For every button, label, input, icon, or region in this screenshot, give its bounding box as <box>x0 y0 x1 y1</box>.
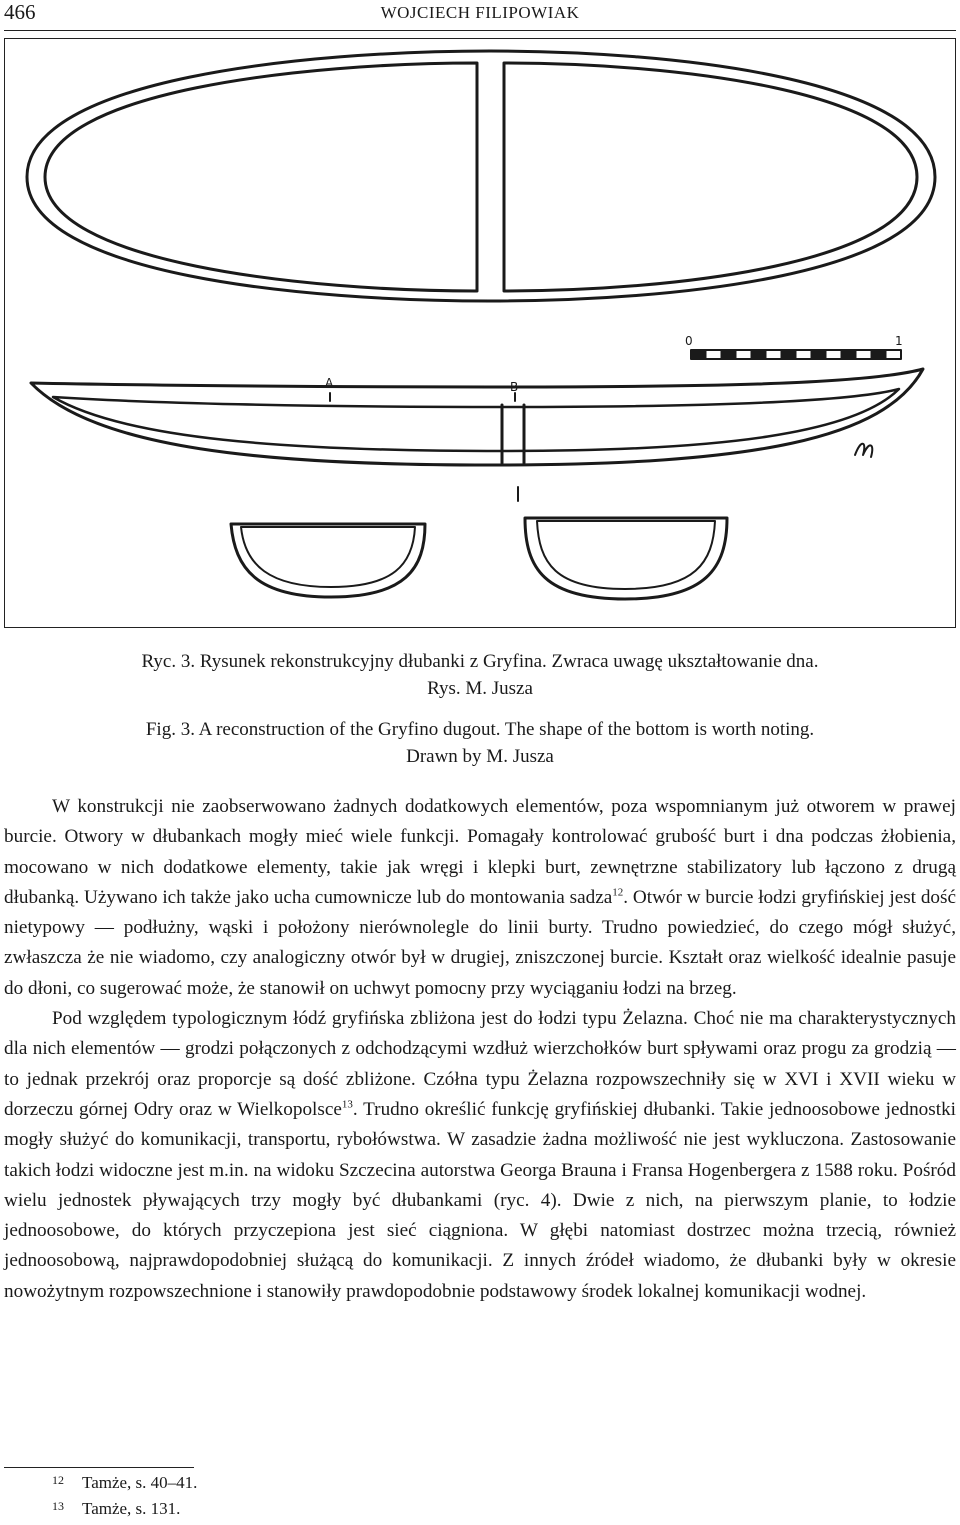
paragraph-1-part1: W konstrukcji nie zaobserwowano żadnych dodatkowych elementów, poza wspomnianym już otworem w prawej burcie. Otwory w dłubankach mogły mieć wiele funkcji. Pomagały kontrolować grubość burt i dna podczas żłobienia, mocowano w nich dodatkowe elementy, takie jak wręgi i klepki burt, zewnętrzne stabilizatory lub łączono z drugą dłubanką. Używano ich także jako ucha cumownicze lub do montowania sadza <box>4 796 956 908</box>
footnote-text: Tamże, s. 131. <box>82 1499 181 1518</box>
paragraph-1-part2: . Otwór w burcie łodzi gryfińskiej jest dość nietypowy — podłużny, wąski i położony nierównolegle do linii burty. Trudno powiedzieć, do czego mógł służyć, zwłaszcza że nie wiadomo, czy analogiczny otwór był w drugiej, zniszczonej burcie. Kształt oraz wielkość idealnie pasuje do dłoni, co sugerować może, że stanowił on uchwyt pomocny przy wyciąganiu łodzi na brzeg. <box>4 886 957 999</box>
paragraph-2 <box>4 1004 956 1307</box>
scale-label-end: 1 <box>895 334 903 348</box>
running-title: WOJCIECH FILIPOWIAK <box>380 3 580 22</box>
footnote-ref-12[interactable]: 12 <box>612 886 624 899</box>
signature <box>855 444 872 457</box>
body-text <box>4 792 956 1307</box>
footnote-13 <box>52 1499 180 1519</box>
page-number: 466 <box>4 0 36 24</box>
caption-polish-line1: Ryc. 3. Rysunek rekonstrukcyjny dłubanki z Gryfina. Zwraca uwagę ukształtowanie dna. <box>141 651 819 672</box>
footnote-text: Tamże, s. 40–41. <box>82 1473 198 1492</box>
footnote-rule <box>4 1467 194 1468</box>
footnote-ref-13[interactable]: 13 <box>341 1098 353 1111</box>
cross-section-b <box>525 518 727 599</box>
caption-english-line2: Drawn by M. Jusza <box>406 746 554 767</box>
section-label-b: B <box>510 380 519 394</box>
caption-polish <box>0 648 960 702</box>
caption-polish-line2: Rys. M. Jusza <box>427 678 533 699</box>
paragraph-1 <box>4 792 956 1004</box>
scale-label-start: 0 <box>685 334 693 348</box>
caption-english-line1: Fig. 3. A reconstruction of the Gryfino dugout. The shape of the bottom is worth noting. <box>145 719 815 740</box>
caption-english <box>0 716 960 770</box>
figure-frame <box>4 38 956 628</box>
side-profile <box>31 369 923 501</box>
header-rule <box>4 30 956 31</box>
cross-section-a <box>231 524 425 597</box>
section-label-a: A <box>325 376 334 390</box>
footnote-number: 13 <box>52 1499 64 1513</box>
page-header <box>0 0 960 32</box>
plan-view <box>27 51 935 301</box>
dugout-drawing <box>5 39 956 628</box>
scale-bar <box>691 350 901 359</box>
footnote-12 <box>52 1473 197 1493</box>
paragraph-2-part2: . Trudno określić funkcję gryfińskiej dłubanki. Takie jednoosobowe jednostki mogły służyć do komunikacji, transportu, rybołówstwa. W zasadzie żadna możliwość nie jest wykluczona. Zastosowanie takich łodzi widoczne jest m.in. na widoku Szczecina autorstwa Georga Brauna i Fransa Hogenbergera z 1588 roku. Pośród wielu jednostek pływających trzy mogły być dłubankami (ryc. 4). Dwie z nich, na pierwszym planie, to łodzie jednoosobowe, do których przyczepiona jest sieć ciągniona. W głębi natomiast dostrzec można trzecią, również jednoosobową, najprawdopodobniej służącą do komunikacji. Z innych źródeł wiadomo, że dłubanki były w okresie nowożytnym rozpowszechnione i stanowiły prawdopodobnie podstawowy środek lokalnej komunikacji wodnej. <box>4 1098 956 1302</box>
footnote-number: 12 <box>52 1473 64 1487</box>
paragraph-2-part1: Pod względem typologicznym łódź gryfińska zbliżona jest do łodzi typu Żelazna. Choć nie ma charakterystycznych dla nich elementów — grodzi połączonych z odchodzącymi wzdłuż wierzchołków burt spływami oraz progu za grodzią — to jednak przekrój oraz proporcje są dość zbliżone. Czółna typu Żelazna rozpowszechniły się w XVI i XVII wieku w dorzeczu górnej Odry oraz w Wielkopolsce <box>4 1008 956 1120</box>
